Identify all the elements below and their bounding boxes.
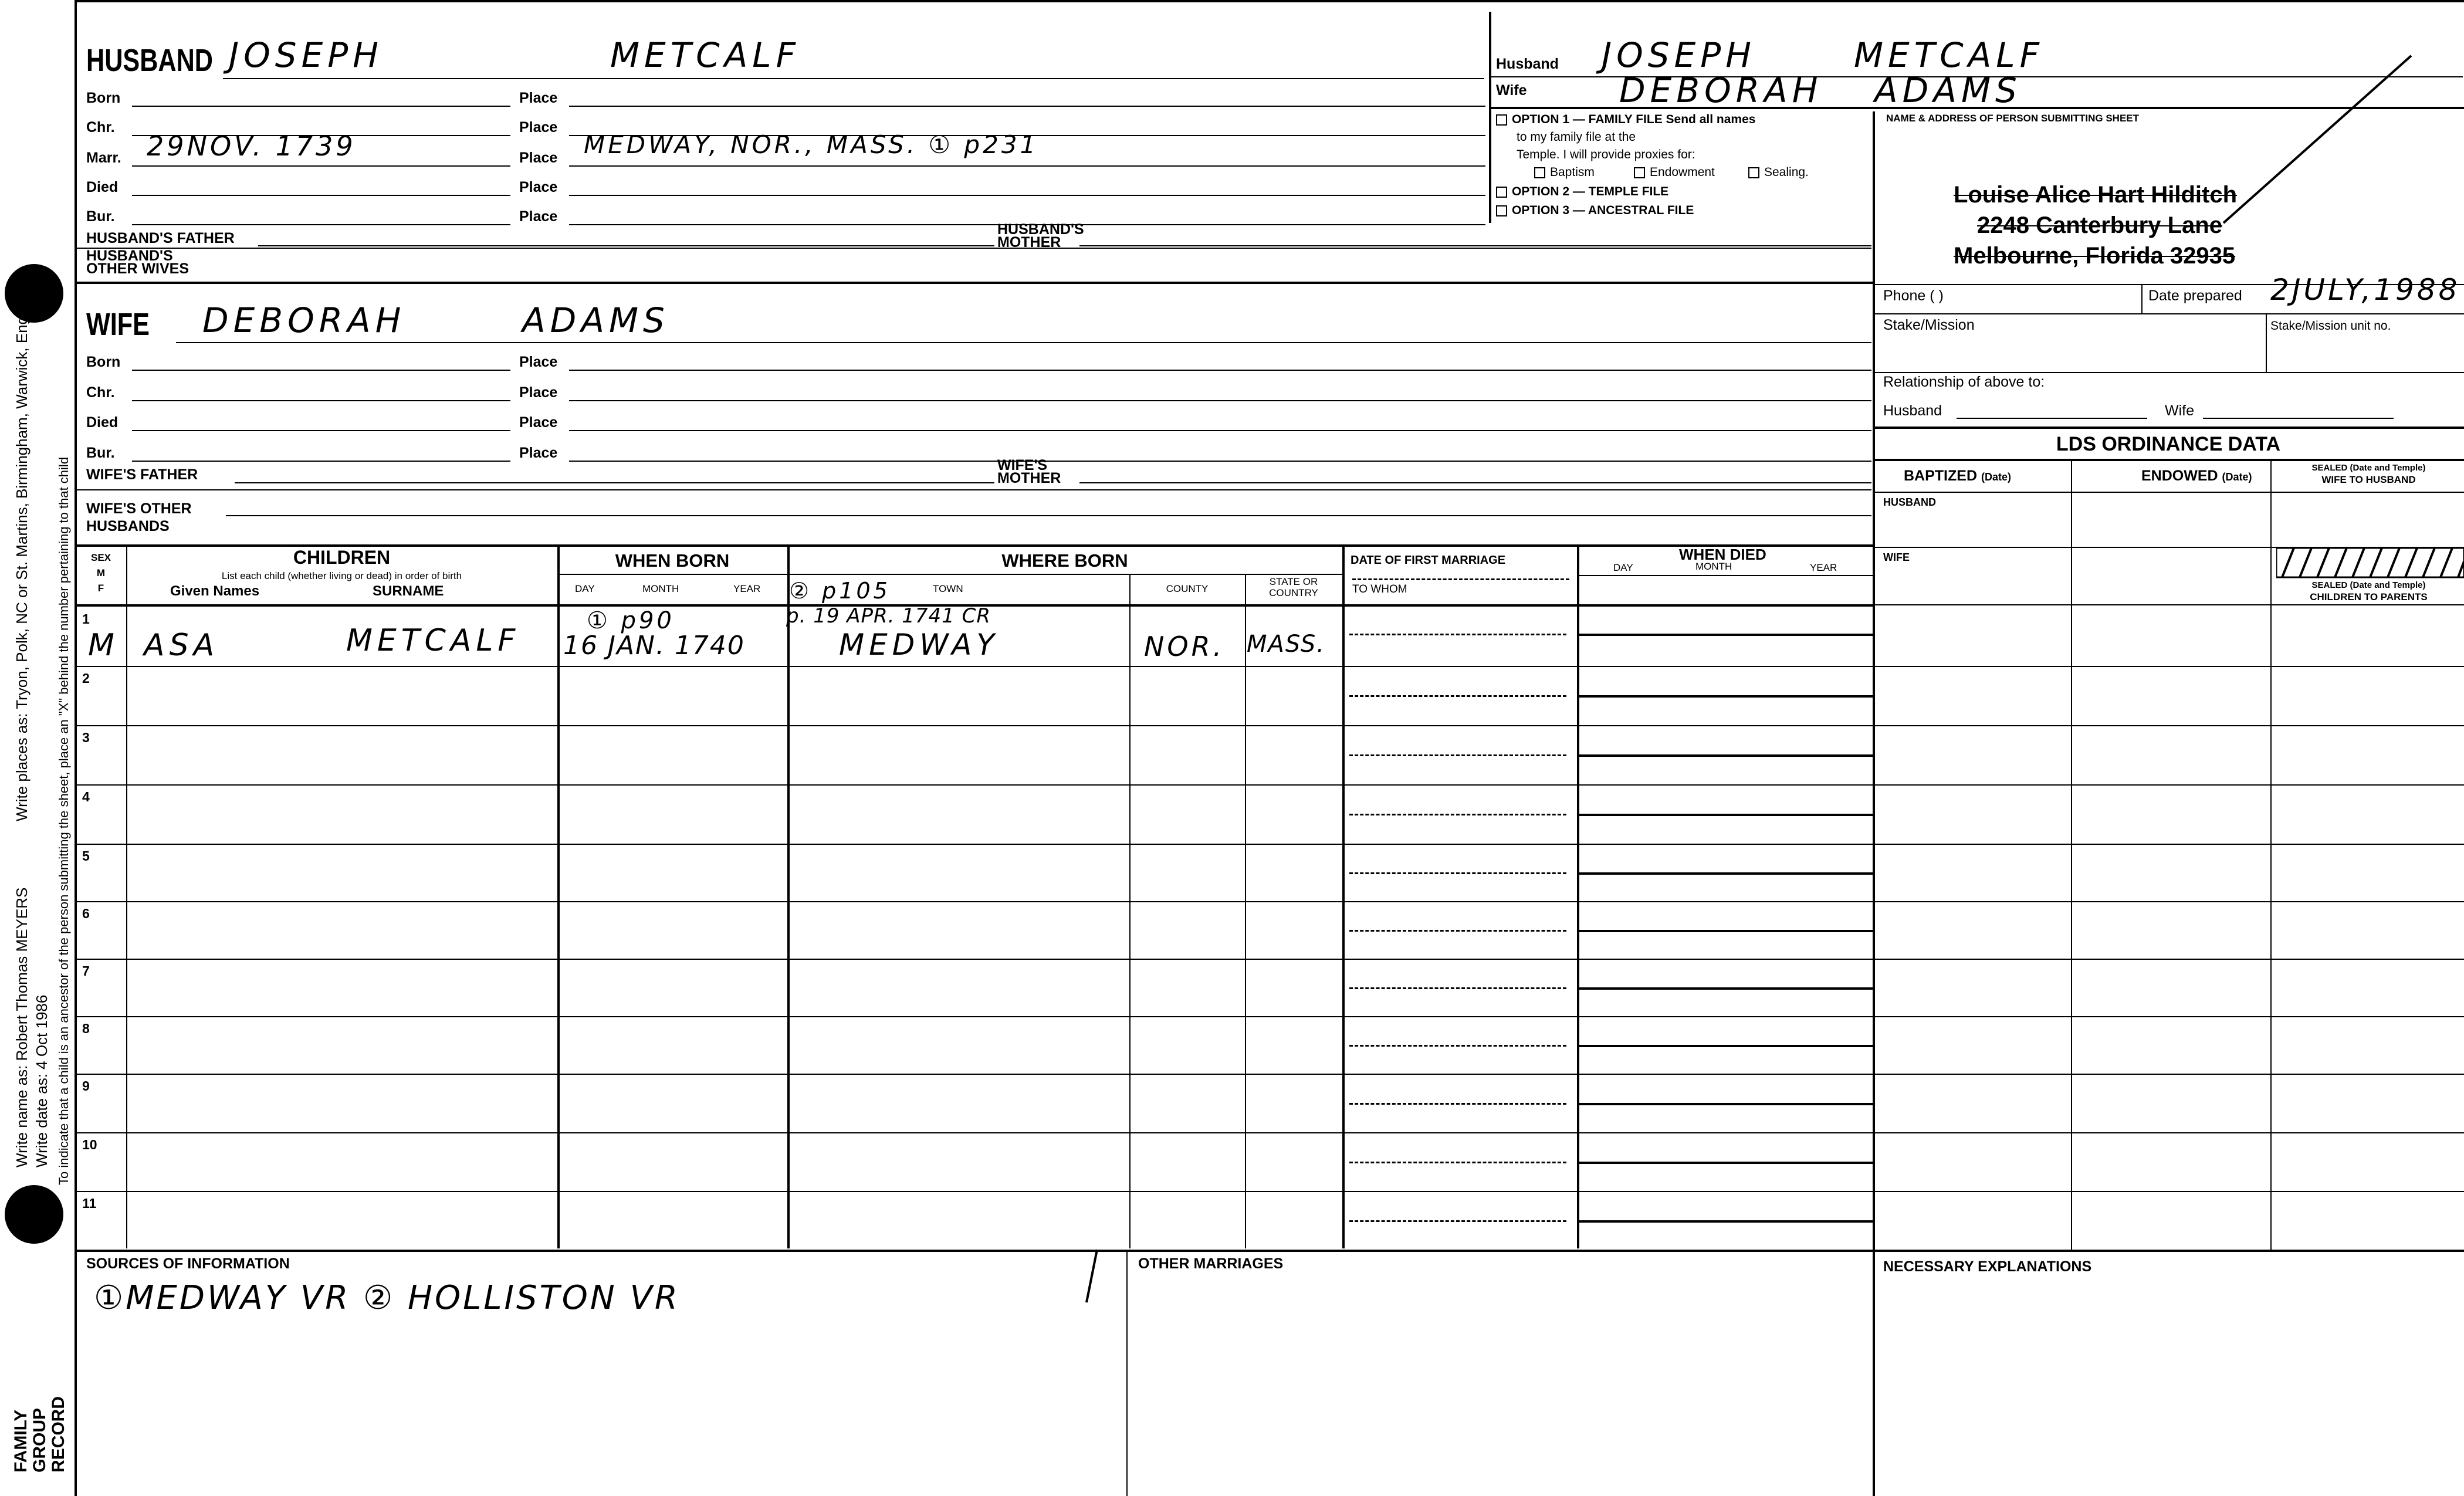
wife-surname: ADAMS [522, 300, 669, 340]
wife-born-place-label: Place [519, 354, 558, 370]
option1-checkbox[interactable] [1496, 114, 1507, 126]
header-given-names: Given Names [170, 583, 260, 599]
wife-born-label: Born [86, 354, 121, 370]
row-number-7: 7 [82, 963, 90, 979]
lds-husband-label: HUSBAND [1883, 496, 1936, 508]
sealing-checkbox[interactable] [1748, 167, 1759, 178]
form-left-border [75, 0, 77, 1496]
relationship-label: Relationship of above to: [1883, 374, 2045, 390]
option1-text-b: to my family file at the [1517, 130, 1636, 144]
header-county: COUNTY [1166, 583, 1209, 594]
option1-endowment[interactable]: Endowment [1634, 165, 1715, 180]
header-wife-label: Wife [1496, 82, 1527, 99]
submitter-line3: Melbourne, Florida 32935 [1954, 243, 2236, 269]
header-husband-label: Husband [1496, 56, 1559, 72]
header-died-month: MONTH [1695, 561, 1732, 572]
wife-label: WIFE [86, 307, 150, 342]
wife-bur-place-label: Place [519, 445, 558, 461]
header-died-year: YEAR [1810, 562, 1837, 573]
form-title: FAMILY GROUP RECORD [11, 1396, 68, 1473]
husband-born-label: Born [86, 90, 121, 106]
wife-father-label: WIFE'S FATHER [86, 466, 198, 483]
submitter-heading: NAME & ADDRESS OF PERSON SUBMITTING SHEET [1886, 113, 2140, 124]
header-list-note: List each child (whether living or dead) in order of birth [221, 570, 462, 581]
sources-label: SOURCES OF INFORMATION [86, 1255, 290, 1272]
option1-baptism[interactable]: Baptism [1534, 165, 1595, 180]
lds-sealed-wife: SEALED (Date and Temple) WIFE TO HUSBAND [2311, 463, 2426, 485]
baptism-checkbox[interactable] [1534, 167, 1545, 178]
header-year: YEAR [733, 583, 761, 594]
header-husband-surname: METCALF [1854, 35, 2044, 75]
submitter-line2: 2248 Canterbury Lane [1977, 212, 2222, 238]
header-husband-given: JOSEPH [1602, 35, 1756, 75]
date-prepared-label: Date prepared [2148, 287, 2242, 304]
option1-label[interactable]: OPTION 1 — FAMILY FILE Send all names [1496, 113, 1755, 127]
lds-sealed-children: SEALED (Date and Temple) CHILDREN TO PARENTS [2310, 580, 2428, 603]
date-prepared-value: 2JULY,1988 [2270, 273, 2460, 307]
wife-mother-label: WIFE'S MOTHER [997, 457, 1061, 486]
header-when-died: WHEN DIED [1679, 546, 1766, 563]
phone-label: Phone ( ) [1883, 287, 1944, 304]
sources-tick-mark [1079, 1247, 1103, 1305]
row-number-3: 3 [82, 730, 90, 745]
lds-hatched-box [2276, 547, 2464, 579]
punch-hole-bottom [5, 1185, 63, 1244]
relationship-husband: Husband [1883, 402, 1942, 419]
header-sex: SEX M F [90, 552, 111, 594]
child1-county: NOR. [1144, 631, 1225, 662]
child1-town-note: p. 19 APR. 1741 CR [786, 604, 991, 628]
row-number-4: 4 [82, 789, 90, 804]
wife-died-place-label: Place [519, 414, 558, 431]
stake-unit-label: Stake/Mission unit no. [2270, 319, 2391, 333]
necessary-explanations-label: NECESSARY EXPLANATIONS [1883, 1258, 2092, 1275]
husband-born-place-label: Place [519, 90, 558, 106]
lds-wife-label: WIFE [1883, 551, 1910, 563]
header-children: CHILDREN [293, 547, 391, 568]
other-marriages-label: OTHER MARRIAGES [1138, 1255, 1284, 1272]
wife-died-label: Died [86, 414, 119, 431]
husband-died-label: Died [86, 179, 119, 195]
husband-bur-label: Bur. [86, 208, 115, 225]
header-month: MONTH [642, 583, 679, 594]
row-number-5: 5 [82, 848, 90, 864]
husband-given: JOSEPH [229, 35, 383, 75]
husband-died-place-label: Place [519, 179, 558, 195]
side-note-ancestor: To indicate that a child is an ancestor of the person submitting the sheet, place an "X" behind the number pertaining to that child [56, 456, 71, 1185]
child1-born-ref: ① p90 [587, 607, 675, 634]
side-note-date: Write date as: 4 Oct 1986 [33, 994, 50, 1167]
header-right-divider [1489, 12, 1491, 223]
child1-given: ASA [144, 628, 219, 663]
husband-label: HUSBAND [86, 43, 213, 78]
side-note-places: Write places as: Tryon, Polk, NC or St. Martins, Birmingham, Warwick, Eng. [13, 312, 31, 821]
row-number-11: 11 [82, 1196, 97, 1211]
right-column-divider [1873, 111, 1875, 1496]
row-number-1: 1 [82, 611, 90, 627]
wife-other-husbands-label: WIFE'S OTHER HUSBANDS [86, 500, 192, 534]
stake-mission-label: Stake/Mission [1883, 317, 1975, 333]
option2-checkbox[interactable] [1496, 187, 1507, 198]
wife-given: DEBORAH [202, 300, 406, 340]
row-number-8: 8 [82, 1021, 90, 1036]
header-when-born: WHEN BORN [615, 550, 730, 571]
option3-label[interactable]: OPTION 3 — ANCESTRAL FILE [1496, 204, 1694, 218]
husband-bur-place-label: Place [519, 208, 558, 225]
relationship-wife: Wife [2165, 402, 2194, 419]
header-where-born: WHERE BORN [1001, 550, 1128, 571]
wife-bur-label: Bur. [86, 445, 115, 461]
header-day: DAY [575, 583, 595, 594]
row-number-2: 2 [82, 671, 90, 686]
husband-other-wives-label: HUSBAND'S OTHER WIVES [86, 248, 189, 277]
header-wife-given: DEBORAH [1619, 70, 1823, 110]
husband-chr-label: Chr. [86, 119, 115, 136]
lds-title: LDS ORDINANCE DATA [2056, 433, 2281, 455]
submitter-slash-mark [2218, 53, 2417, 229]
child1-town-ref: ② p105 [789, 578, 891, 604]
child1-surname: METCALF [346, 623, 520, 658]
header-first-marriage: DATE OF FIRST MARRIAGE [1351, 554, 1506, 567]
header-to-whom: TO WHOM [1352, 583, 1407, 595]
row-number-10: 10 [82, 1137, 97, 1152]
husband-chr-place-label: Place [519, 119, 558, 136]
form-top-border [75, 0, 2464, 2]
husband-mother-label: HUSBAND'S MOTHER [997, 221, 1084, 251]
option3-checkbox[interactable] [1496, 205, 1507, 216]
lds-endowed: ENDOWED (Date) [2141, 468, 2252, 484]
header-town: TOWN [933, 583, 963, 594]
husband-marr-date: 29NOV. 1739 [147, 130, 356, 162]
option1-sealing[interactable]: Sealing. [1748, 165, 1809, 180]
husband-marr-label: Marr. [86, 150, 121, 166]
submitter-line1: Louise Alice Hart Hilditch [1954, 182, 2238, 208]
husband-father-label: HUSBAND'S FATHER [86, 230, 235, 246]
row-number-6: 6 [82, 906, 90, 921]
husband-surname: METCALF [610, 35, 800, 75]
child1-state: MASS. [1247, 631, 1325, 658]
header-state: STATE OR COUNTRY [1269, 576, 1318, 598]
husband-marr-place: MEDWAY, NOR., MASS. ① p231 [584, 130, 1039, 159]
option1-text-c: Temple. I will provide proxies for: [1517, 148, 1695, 161]
child1-born: 16 JAN. 1740 [563, 631, 745, 661]
header-surname: SURNAME [373, 583, 444, 599]
husband-marr-place-label: Place [519, 150, 558, 166]
sources-value: ①MEDWAY VR ② HOLLISTON VR [94, 1279, 680, 1317]
wife-chr-place-label: Place [519, 384, 558, 401]
lds-baptized: BAPTIZED (Date) [1904, 468, 2011, 484]
header-wife-surname: ADAMS [1874, 70, 2022, 110]
option2-label[interactable]: OPTION 2 — TEMPLE FILE [1496, 185, 1668, 199]
row-number-9: 9 [82, 1078, 90, 1094]
endowment-checkbox[interactable] [1634, 167, 1645, 178]
side-note-name: Write name as: Robert Thomas MEYERS [13, 887, 31, 1167]
child1-sex: M [88, 628, 119, 663]
header-died-day: DAY [1613, 562, 1633, 573]
child1-town: MEDWAY [839, 628, 999, 662]
wife-chr-label: Chr. [86, 384, 115, 401]
